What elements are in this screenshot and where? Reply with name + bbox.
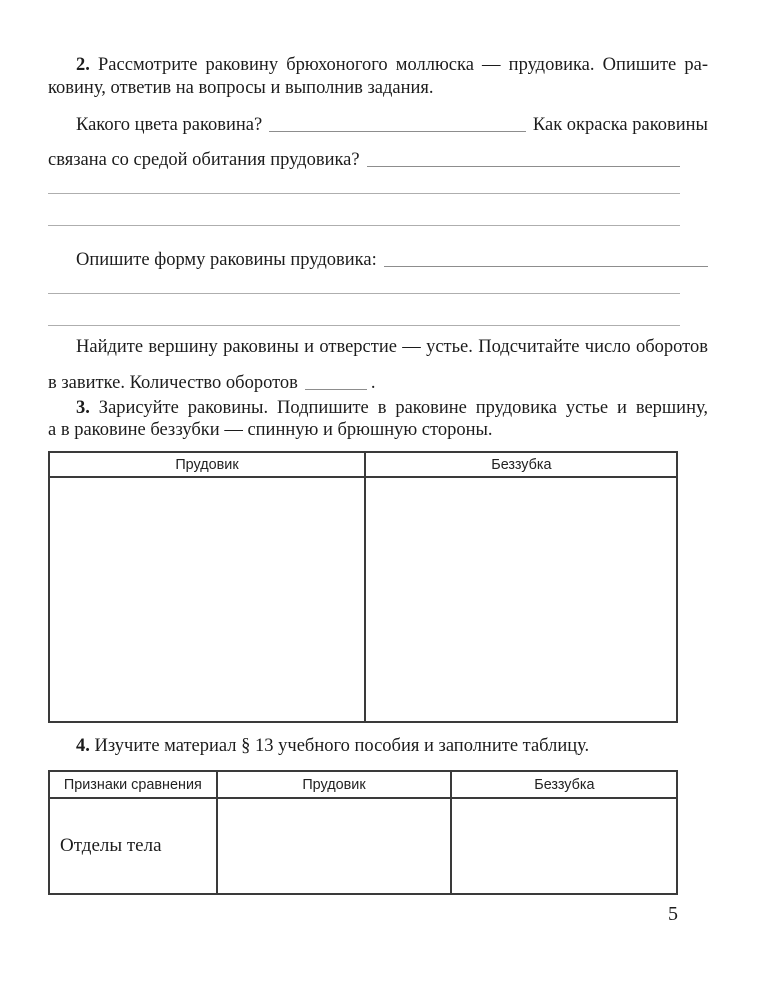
question-shape-line [48,241,708,271]
comparison-header-prudovik-label: Прудовик [302,776,366,793]
task3-line1 [48,397,708,419]
answer-blank-shape [384,265,708,267]
comparison-header-criteria-label: Признаки сравнения [64,776,202,793]
answer-blank-whorls [305,388,367,390]
comparison-header-bezzubka-label: Беззубка [533,776,595,793]
task3-line1-text: Зарисуйте раковины. Подпишите в раковине прудовика устье и вершину, [98,398,708,418]
task2-number: 2. [76,55,90,75]
comparison-row-label: Отделы тела [60,835,162,856]
question-shape-label: Опишите форму раковины прудовика: [76,250,377,270]
task3-line2 [48,419,680,441]
comparison-header-bezzubka [450,772,676,797]
drawing-area-prudovik [50,478,364,721]
drawing-table-header-prudovik [50,453,364,476]
question-whorls-line2 [48,366,680,394]
task4-line [48,735,708,757]
drawing-area-bezzubka [364,478,676,721]
comparison-table-row-body-parts [50,799,676,893]
task2-line1 [48,54,708,77]
task4-number: 4. [76,736,90,756]
comparison-table-header-row [50,772,676,799]
question-color-line2-text: связана со средой обитания прудовика? [48,150,360,170]
question-color-prefix: Какого цвета раковина? [76,115,263,135]
comparison-cell-prudovik [216,799,450,893]
comparison-header-prudovik [216,772,450,797]
writing-rule [48,325,680,326]
drawing-table-header-bezzubka [364,453,676,476]
task4-text: Изучите материал § 13 учебного пособия и заполните таблицу. [94,736,590,756]
drawing-table [48,451,678,723]
question-color-line1 [48,106,708,136]
answer-blank-habitat [367,165,680,167]
comparison-header-criteria [50,772,216,797]
question-whorls-period: . [370,373,376,393]
question-whorls-line1 [48,333,708,361]
question-color-line2 [48,141,680,171]
comparison-cell-bezzubka [450,799,676,893]
task3-line2-text: а в раковине беззубки — спинную и брюшную стороны. [48,420,493,440]
question-whorls-line2-text: в завитке. Количество оборотов [48,373,298,393]
task2-line2-text: ковину, ответив на вопросы и выполнив задания. [48,78,434,98]
task2-line2 [48,77,680,100]
answer-blank-color [269,130,526,132]
comparison-table [48,770,678,895]
writing-rule [48,193,680,194]
task3-number: 3. [76,398,90,418]
task2-line1-text: Рассмотрите раковину брюхоногого моллюска — прудовика. Опишите ра- [98,55,709,75]
drawing-table-header-bezzubka-label: Беззубка [490,456,552,473]
question-whorls-line1-text: Найдите вершину раковины и отверстие — устье. Подсчитайте число оборотов [76,337,708,357]
drawing-table-header-prudovik-label: Прудовик [175,456,239,473]
writing-rule [48,225,680,226]
drawing-table-header-row [50,453,676,478]
question-color-suffix: Как окраска раковины [532,115,708,135]
writing-rule [48,293,680,294]
comparison-row-label-cell [50,799,216,893]
page-number: 5 [668,903,678,925]
drawing-table-body-row [50,478,676,721]
